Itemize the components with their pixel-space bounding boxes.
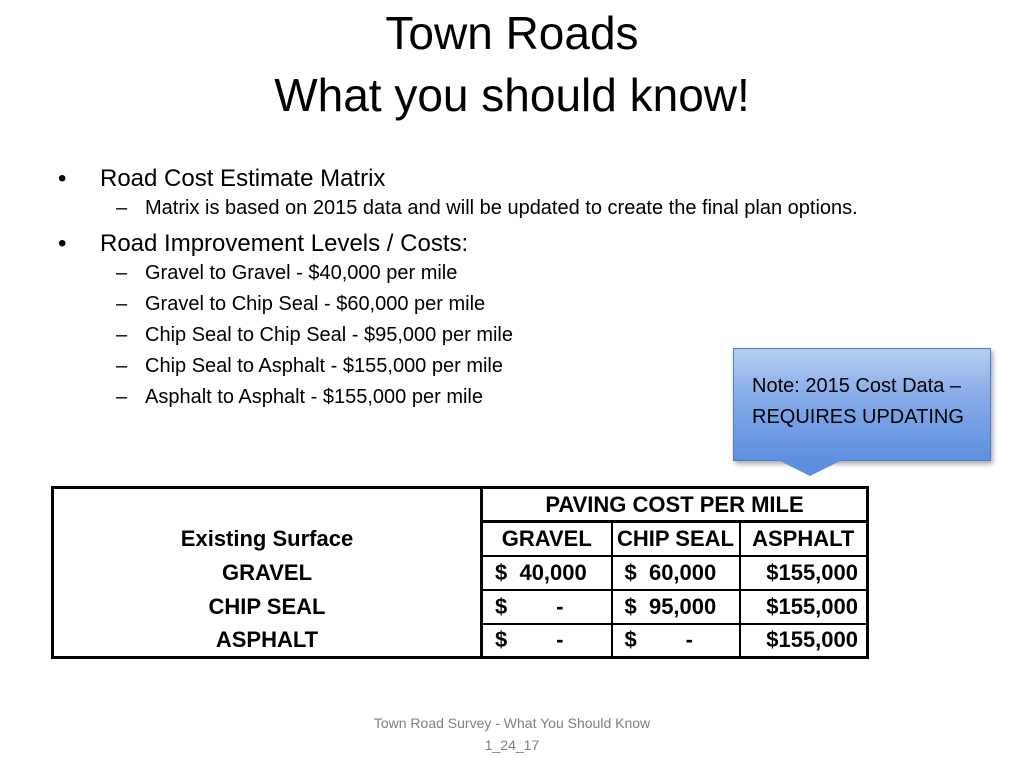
sub-bullet-text: Gravel to Gravel - $40,000 per mile bbox=[145, 262, 458, 284]
cost-cell: $ 95,000 bbox=[612, 590, 740, 624]
dash-icon: – bbox=[116, 324, 128, 346]
note-callout bbox=[733, 348, 991, 461]
cost-cell: $ - bbox=[612, 624, 740, 658]
table-row bbox=[53, 624, 868, 658]
cost-cell: $155,000 bbox=[740, 556, 868, 590]
sub-bullet-text: Gravel to Chip Seal - $60,000 per mile bbox=[145, 293, 486, 315]
bullet-levels bbox=[58, 229, 958, 259]
bullet-dot-icon: • bbox=[58, 165, 67, 192]
row-label: CHIP SEAL bbox=[208, 593, 326, 619]
sub-bullet-level bbox=[58, 323, 958, 348]
callout-line-1: Note: 2015 Cost Data – bbox=[752, 375, 962, 397]
slide-footer bbox=[312, 712, 712, 756]
title-line-2: What you should know! bbox=[274, 69, 750, 121]
column-header-asphalt: ASPHALT bbox=[752, 525, 855, 551]
cost-cell: $155,000 bbox=[740, 624, 868, 658]
callout-text bbox=[752, 371, 964, 433]
column-header-gravel: GRAVEL bbox=[482, 522, 612, 556]
dash-icon: – bbox=[116, 262, 128, 284]
sub-bullet-text: Chip Seal to Asphalt - $155,000 per mile bbox=[145, 355, 503, 377]
footer-line-1: Town Road Survey - What You Should Know bbox=[373, 715, 651, 731]
sub-bullet-text: Matrix is based on 2015 data and will be updated to create the final plan options. bbox=[145, 197, 858, 219]
bullet-matrix bbox=[58, 164, 958, 194]
dash-icon: – bbox=[116, 386, 128, 408]
dash-icon: – bbox=[116, 355, 128, 377]
cost-cell: $155,000 bbox=[740, 590, 868, 624]
row-label: GRAVEL bbox=[221, 559, 313, 585]
table-row bbox=[53, 556, 868, 590]
sub-bullet-matrix-note bbox=[58, 196, 958, 221]
sub-bullet-level bbox=[58, 261, 958, 286]
sub-bullet-text: Chip Seal to Chip Seal - $95,000 per mile bbox=[145, 324, 513, 346]
cost-cell: $ 40,000 bbox=[482, 556, 612, 590]
slide-title bbox=[0, 2, 1024, 126]
callout-line-2: REQUIRES UPDATING bbox=[752, 406, 964, 428]
bullet-levels-text: Road Improvement Levels / Costs: bbox=[100, 230, 469, 257]
table-row bbox=[53, 590, 868, 624]
sub-bullet-level bbox=[58, 292, 958, 317]
row-header: Existing Surface bbox=[180, 525, 354, 551]
column-header-chip-seal: CHIP SEAL bbox=[612, 522, 740, 556]
table-header: PAVING COST PER MILE bbox=[482, 488, 868, 522]
bullet-dot-icon: • bbox=[58, 230, 67, 257]
cost-cell: $ - bbox=[482, 590, 612, 624]
dash-icon: – bbox=[116, 293, 128, 315]
cost-cell: $ - bbox=[482, 624, 612, 658]
cost-cell: $ 60,000 bbox=[612, 556, 740, 590]
bullet-matrix-text: Road Cost Estimate Matrix bbox=[100, 165, 386, 192]
title-line-1: Town Roads bbox=[385, 7, 639, 59]
sub-bullet-text: Asphalt to Asphalt - $155,000 per mile bbox=[145, 386, 483, 408]
callout-pointer bbox=[778, 460, 842, 476]
dash-icon: – bbox=[116, 197, 128, 219]
cost-matrix-table bbox=[51, 486, 869, 659]
footer-line-2: 1_24_17 bbox=[484, 737, 540, 753]
row-label: ASPHALT bbox=[215, 626, 319, 652]
